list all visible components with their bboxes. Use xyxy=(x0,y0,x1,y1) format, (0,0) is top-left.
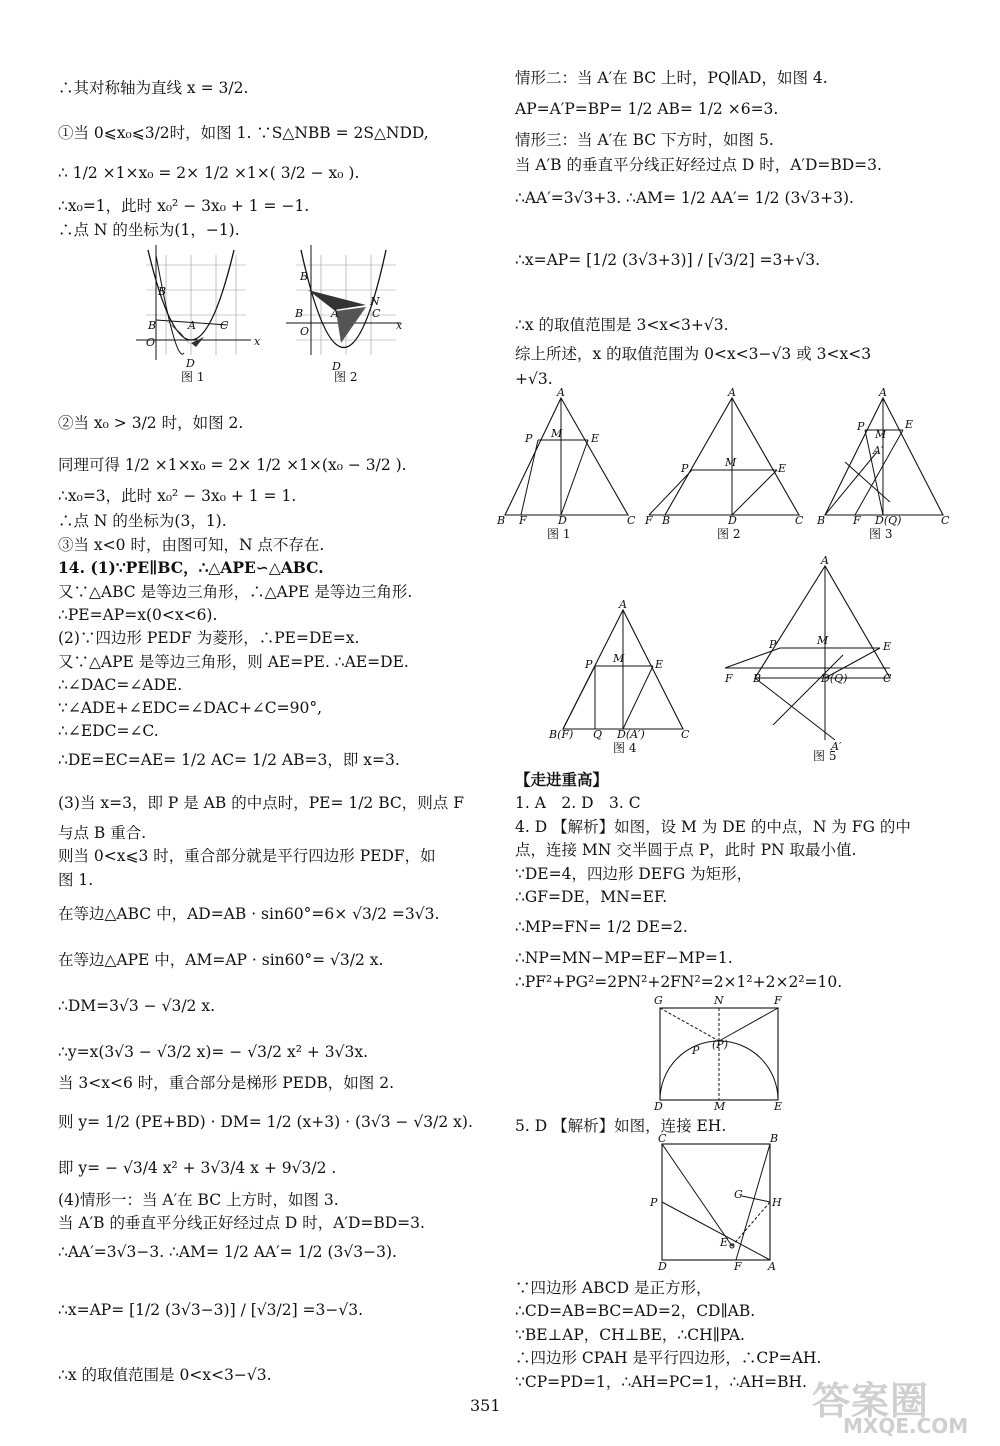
text-line: ∴其对称轴为直线 x = 3/2. xyxy=(58,79,249,97)
figure-caption: 图 5 xyxy=(813,749,837,763)
svg-text:F: F xyxy=(645,514,653,527)
figure-caption: 图 3 xyxy=(869,527,893,541)
svg-text:B: B xyxy=(158,285,167,298)
triangle-figure-5 xyxy=(725,554,900,765)
svg-text:A: A xyxy=(557,386,565,399)
svg-text:A′: A′ xyxy=(831,740,842,753)
svg-text:E: E xyxy=(655,658,664,671)
text-line: 当 A′B 的垂直平分线正好经过点 D 时，A′D=BD=3. xyxy=(58,1214,425,1232)
triangle-figure-1 xyxy=(493,386,643,542)
svg-text:(P): (P) xyxy=(712,1038,728,1051)
svg-text:C: C xyxy=(220,319,229,332)
text-line: ∴ 1/2 ×1×x₀ = 2× 1/2 ×1×( 3/2 − x₀ ). xyxy=(58,164,360,182)
svg-text:C: C xyxy=(658,1132,667,1145)
svg-text:P: P xyxy=(681,462,689,475)
text-line: 又∵△ABC 是等边三角形，∴△APE 是等边三角形. xyxy=(58,583,413,601)
svg-text:B: B xyxy=(300,270,309,283)
svg-text:A: A xyxy=(879,386,887,399)
svg-text:C: C xyxy=(883,672,892,685)
svg-text:C: C xyxy=(627,514,636,527)
svg-text:N: N xyxy=(370,295,380,308)
svg-text:A: A xyxy=(331,307,339,320)
text-line: ∴y=x(3√3 − √3/2 x)= − √3/2 x² + 3√3x. xyxy=(58,1043,369,1061)
svg-text:C: C xyxy=(941,514,950,527)
svg-text:Q: Q xyxy=(593,728,603,741)
text-line: 则 y= 1/2 (PE+BD) · DM= 1/2 (x+3) · (3√3 − √3/2 x). xyxy=(58,1113,473,1131)
right-column xyxy=(497,0,985,1446)
svg-text:P: P xyxy=(525,432,533,445)
svg-text:M: M xyxy=(714,1100,726,1113)
parabola-figure-1 xyxy=(136,245,261,384)
figure-caption: 图 2 xyxy=(717,527,741,541)
svg-text:D(Q): D(Q) xyxy=(821,672,848,685)
svg-text:M: M xyxy=(551,427,563,440)
text-line: ∴NP=MN−MP=EF−MP=1. xyxy=(515,949,733,967)
figure-caption: 图 1 xyxy=(181,370,205,384)
svg-text:D: D xyxy=(728,514,737,527)
text-line: 同理可得 1/2 ×1×x₀ = 2× 1/2 ×1×(x₀ − 3/2 ). xyxy=(58,456,407,474)
text-line: 5. D 【解析】如图，连接 EH. xyxy=(515,1117,727,1135)
text-line: ∴x 的取值范围是 0<x<3−√3. xyxy=(58,1366,272,1384)
text-line: ∵BE⊥AP，CH⊥BE，∴CH∥PA. xyxy=(515,1326,745,1344)
text-line: 图 1. xyxy=(58,871,94,889)
text-line: ∴PE=AP=x(0<x<6). xyxy=(58,606,218,624)
figure-caption: 图 2 xyxy=(334,370,358,384)
svg-text:P: P xyxy=(769,638,777,651)
svg-text:P: P xyxy=(585,658,593,671)
text-line: ∴GF=DE，MN=EF. xyxy=(515,888,668,906)
left-column xyxy=(58,0,528,1446)
svg-text:O: O xyxy=(146,336,156,349)
text-line: 在等边△APE 中，AM=AP · sin60°= √3/2 x. xyxy=(58,951,384,969)
svg-text:F: F xyxy=(853,514,861,527)
svg-text:C: C xyxy=(681,728,690,741)
svg-text:A: A xyxy=(619,598,627,611)
text-line: (4)情形一：当 A′在 BC 上方时，如图 3. xyxy=(58,1191,339,1209)
svg-text:O: O xyxy=(300,325,310,338)
text-line: AP=A′P=BP= 1/2 AB= 1/2 ×6=3. xyxy=(515,100,779,118)
text-line: ∴AA′=3√3+3. ∴AM= 1/2 AA′= 1/2 (3√3+3). xyxy=(515,189,854,207)
triangle-figure-3 xyxy=(815,386,965,542)
text-line: ∴四边形 CPAH 是平行四边形，∴CP=AH. xyxy=(515,1349,822,1367)
svg-text:D: D xyxy=(558,514,567,527)
figure-caption: 图 4 xyxy=(613,741,637,755)
svg-text:D(A′): D(A′) xyxy=(617,728,645,741)
svg-text:C: C xyxy=(795,514,804,527)
text-line: ∴AA′=3√3−3. ∴AM= 1/2 AA′= 1/2 (3√3−3). xyxy=(58,1243,397,1261)
text-line: 点，连接 MN 交半圆于点 P，此时 PN 取最小值. xyxy=(515,841,857,859)
svg-text:D: D xyxy=(654,1100,663,1113)
svg-text:H: H xyxy=(772,1196,782,1209)
svg-text:F: F xyxy=(725,672,733,685)
svg-text:M: M xyxy=(817,634,829,647)
svg-text:D: D xyxy=(332,360,341,373)
svg-text:E: E xyxy=(905,418,914,431)
watermark-logo: 答案圈 xyxy=(812,1379,930,1423)
svg-text:x: x xyxy=(396,319,403,332)
text-line: ∴x=AP= [1/2 (3√3+3)] / [√3/2] =3+√3. xyxy=(515,251,821,269)
svg-text:M: M xyxy=(725,456,737,469)
svg-text:B: B xyxy=(770,1132,779,1145)
text-line: ∴MP=FN= 1/2 DE=2. xyxy=(515,918,688,936)
text-line: 又∵△APE 是等边三角形，则 AE=PE. ∴AE=DE. xyxy=(58,653,409,671)
text-line: ∴x₀=1，此时 x₀² − 3x₀ + 1 = −1. xyxy=(58,197,310,215)
text-line: ∴点 N 的坐标为(3，1). xyxy=(58,512,227,530)
page-number: 351 xyxy=(470,1396,501,1415)
svg-text:A: A xyxy=(188,319,196,332)
text-line: ①当 0⩽x₀⩽3/2时，如图 1. ∵S△NBB = 2S△NDD, xyxy=(58,124,429,142)
triangle-figure-2 xyxy=(645,386,807,542)
svg-text:B(F): B(F) xyxy=(549,728,574,741)
text-line: 情形二：当 A′在 BC 上时，PQ∥AD，如图 4. xyxy=(515,69,828,87)
text-line: 与点 B 重合. xyxy=(58,824,147,842)
text-line: 即 y= − √3/4 x² + 3√3/4 x + 9√3/2 . xyxy=(58,1159,337,1177)
text-line: ∵DE=4，四边形 DEFG 为矩形， xyxy=(515,865,753,883)
text-line: ∴CD=AB=BC=AD=2，CD∥AB. xyxy=(515,1302,756,1320)
svg-text:A: A xyxy=(728,386,736,399)
svg-text:B: B xyxy=(662,514,671,527)
svg-text:B: B xyxy=(753,672,762,685)
text-line: ∵∠ADE+∠EDC=∠DAC+∠C=90°, xyxy=(58,699,323,717)
svg-text:E: E xyxy=(591,432,600,445)
text-line: ③当 x<0 时，由图可知，N 点不存在. xyxy=(58,536,325,554)
svg-text:D(Q): D(Q) xyxy=(875,514,902,527)
svg-text:N: N xyxy=(714,994,724,1007)
svg-text:A: A xyxy=(768,1260,776,1273)
watermark-url: MXQE.COM xyxy=(843,1414,969,1438)
triangle-figure-4 xyxy=(545,598,695,755)
svg-text:E: E xyxy=(883,640,892,653)
svg-text:B: B xyxy=(497,514,506,527)
text-line: (3)当 x=3，即 P 是 AB 的中点时，PE= 1/2 BC，则点 F xyxy=(58,794,464,812)
text-line: 14. (1)∵PE∥BC，∴△APE∽△ABC. xyxy=(58,558,324,577)
svg-text:F: F xyxy=(519,514,527,527)
text-line: 综上所述，x 的取值范围为 0<x<3−√3 或 3<x<3 xyxy=(515,345,872,363)
text-line: 则当 0<x⩽3 时，重合部分就是平行四边形 PEDF，如 xyxy=(58,847,436,865)
section-heading: 【走进重高】 xyxy=(515,770,609,789)
svg-text:B: B xyxy=(817,514,826,527)
text-line: ②当 x₀ > 3/2 时，如图 2. xyxy=(58,414,244,432)
text-line: ∴PF²+PG²=2PN²+2FN²=2×1²+2×2²=10. xyxy=(515,973,843,991)
svg-text:B: B xyxy=(295,307,304,320)
svg-text:M: M xyxy=(613,652,625,665)
svg-text:C: C xyxy=(372,307,381,320)
svg-text:P: P xyxy=(692,1044,700,1057)
svg-text:D: D xyxy=(658,1260,667,1273)
svg-text:D: D xyxy=(186,357,195,370)
svg-text:F: F xyxy=(774,994,782,1007)
svg-text:A′: A′ xyxy=(873,444,884,457)
text-line: (2)∵四边形 PEDF 为菱形，∴PE=DE=x. xyxy=(58,629,360,647)
text-line: ∴DM=3√3 − √3/2 x. xyxy=(58,997,216,1015)
text-line: ∴x 的取值范围是 3<x<3+√3. xyxy=(515,316,729,334)
text-line: +√3. xyxy=(515,370,553,388)
text-line: ∴点 N 的坐标为(1，−1). xyxy=(58,221,240,239)
figure-caption: 图 1 xyxy=(547,527,571,541)
semicircle-figure xyxy=(650,996,790,1116)
svg-text:G: G xyxy=(734,1188,743,1201)
text-line: 1. A 2. D 3. C xyxy=(515,794,641,812)
text-line: ∵四边形 ABCD 是正方形， xyxy=(515,1279,712,1297)
parabola-figure-2 xyxy=(286,245,416,384)
square-figure xyxy=(650,1132,790,1273)
text-line: ∵CP=PD=1，∴AH=PC=1，∴AH=BH. xyxy=(515,1373,807,1391)
text-line: ∴x₀=3，此时 x₀² − 3x₀ + 1 = 1. xyxy=(58,487,297,505)
text-line: 4. D 【解析】如图，设 M 为 DE 的中点，N 为 FG 的中 xyxy=(515,818,911,836)
svg-text:A: A xyxy=(821,554,829,567)
text-line: ∴x=AP= [1/2 (3√3−3)] / [√3/2] =3−√3. xyxy=(58,1301,364,1319)
svg-text:E: E xyxy=(720,1236,729,1249)
text-line: ∴∠EDC=∠C. xyxy=(58,722,159,740)
text-line: 当 A′B 的垂直平分线正好经过点 D 时，A′D=BD=3. xyxy=(515,156,882,174)
svg-text:P: P xyxy=(857,420,865,433)
text-line: ∴∠DAC=∠ADE. xyxy=(58,676,183,694)
text-line: ∴DE=EC=AE= 1/2 AC= 1/2 AB=3，即 x=3. xyxy=(58,751,400,769)
svg-text:G: G xyxy=(654,994,663,1007)
text-line: 当 3<x<6 时，重合部分是梯形 PEDB，如图 2. xyxy=(58,1074,394,1092)
text-line: 在等边△ABC 中，AD=AB · sin60°=6× √3/2 =3√3. xyxy=(58,905,440,923)
svg-text:P: P xyxy=(650,1196,658,1209)
svg-text:B: B xyxy=(148,319,157,332)
svg-text:x: x xyxy=(254,335,261,348)
svg-text:E: E xyxy=(778,462,787,475)
text-line: 情形三：当 A′在 BC 下方时，如图 5. xyxy=(515,131,774,149)
svg-text:F: F xyxy=(734,1260,742,1273)
svg-text:M: M xyxy=(875,428,887,441)
svg-text:E: E xyxy=(774,1100,783,1113)
